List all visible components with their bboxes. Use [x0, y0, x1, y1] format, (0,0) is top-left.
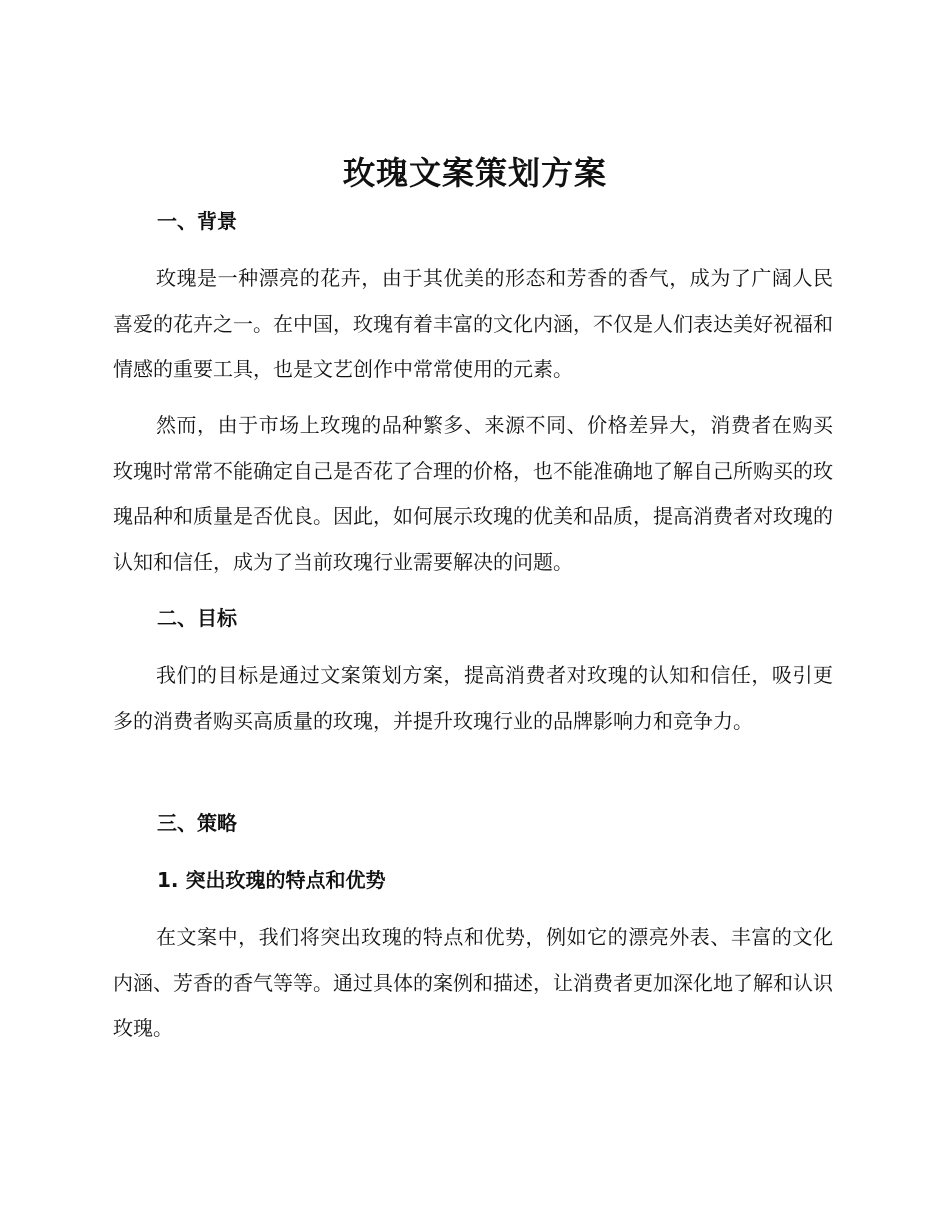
- paragraph-strategy-1: 在文案中，我们将突出玫瑰的特点和优势，例如它的漂亮外表、丰富的文化内涵、芳香的香气等等。通过具体的案例和描述，让消费者更加深化地了解和认识玫瑰。: [113, 925, 833, 1040]
- subsection-heading-strategy-1: 1. 突出玫瑰的特点和优势: [157, 868, 386, 892]
- section-heading-strategy: 三、策略: [157, 811, 237, 835]
- section-heading-background: 一、背景: [157, 209, 237, 233]
- document-title: 玫瑰文案策划方案: [342, 154, 607, 192]
- paragraph-goal: 我们的目标是通过文案策划方案，提高消费者对玫瑰的认知和信任，吸引更多的消费者购买高质量的玫瑰，并提升玫瑰行业的品牌影响力和竞争力。: [113, 663, 833, 733]
- section-heading-goal: 二、目标: [157, 606, 237, 630]
- paragraph-background-1: 玫瑰是一种漂亮的花卉，由于其优美的形态和芳香的香气，成为了广阔人民喜爱的花卉之一。在中国，玫瑰有着丰富的文化内涵，不仅是人们表达美好祝福和情感的重要工具，也是文艺创作中常常使用的元素。: [113, 266, 833, 381]
- paragraph-background-2: 然而，由于市场上玫瑰的品种繁多、来源不同、价格差异大，消费者在购买玫瑰时常常不能确定自己是否花了合理的价格，也不能准确地了解自己所购买的玫瑰品种和质量是否优良。因此，如何展示玫瑰的优美和品质，提高消费者对玫瑰的认知和信任，成为了当前玫瑰行业需要解决的问题。: [113, 413, 833, 574]
